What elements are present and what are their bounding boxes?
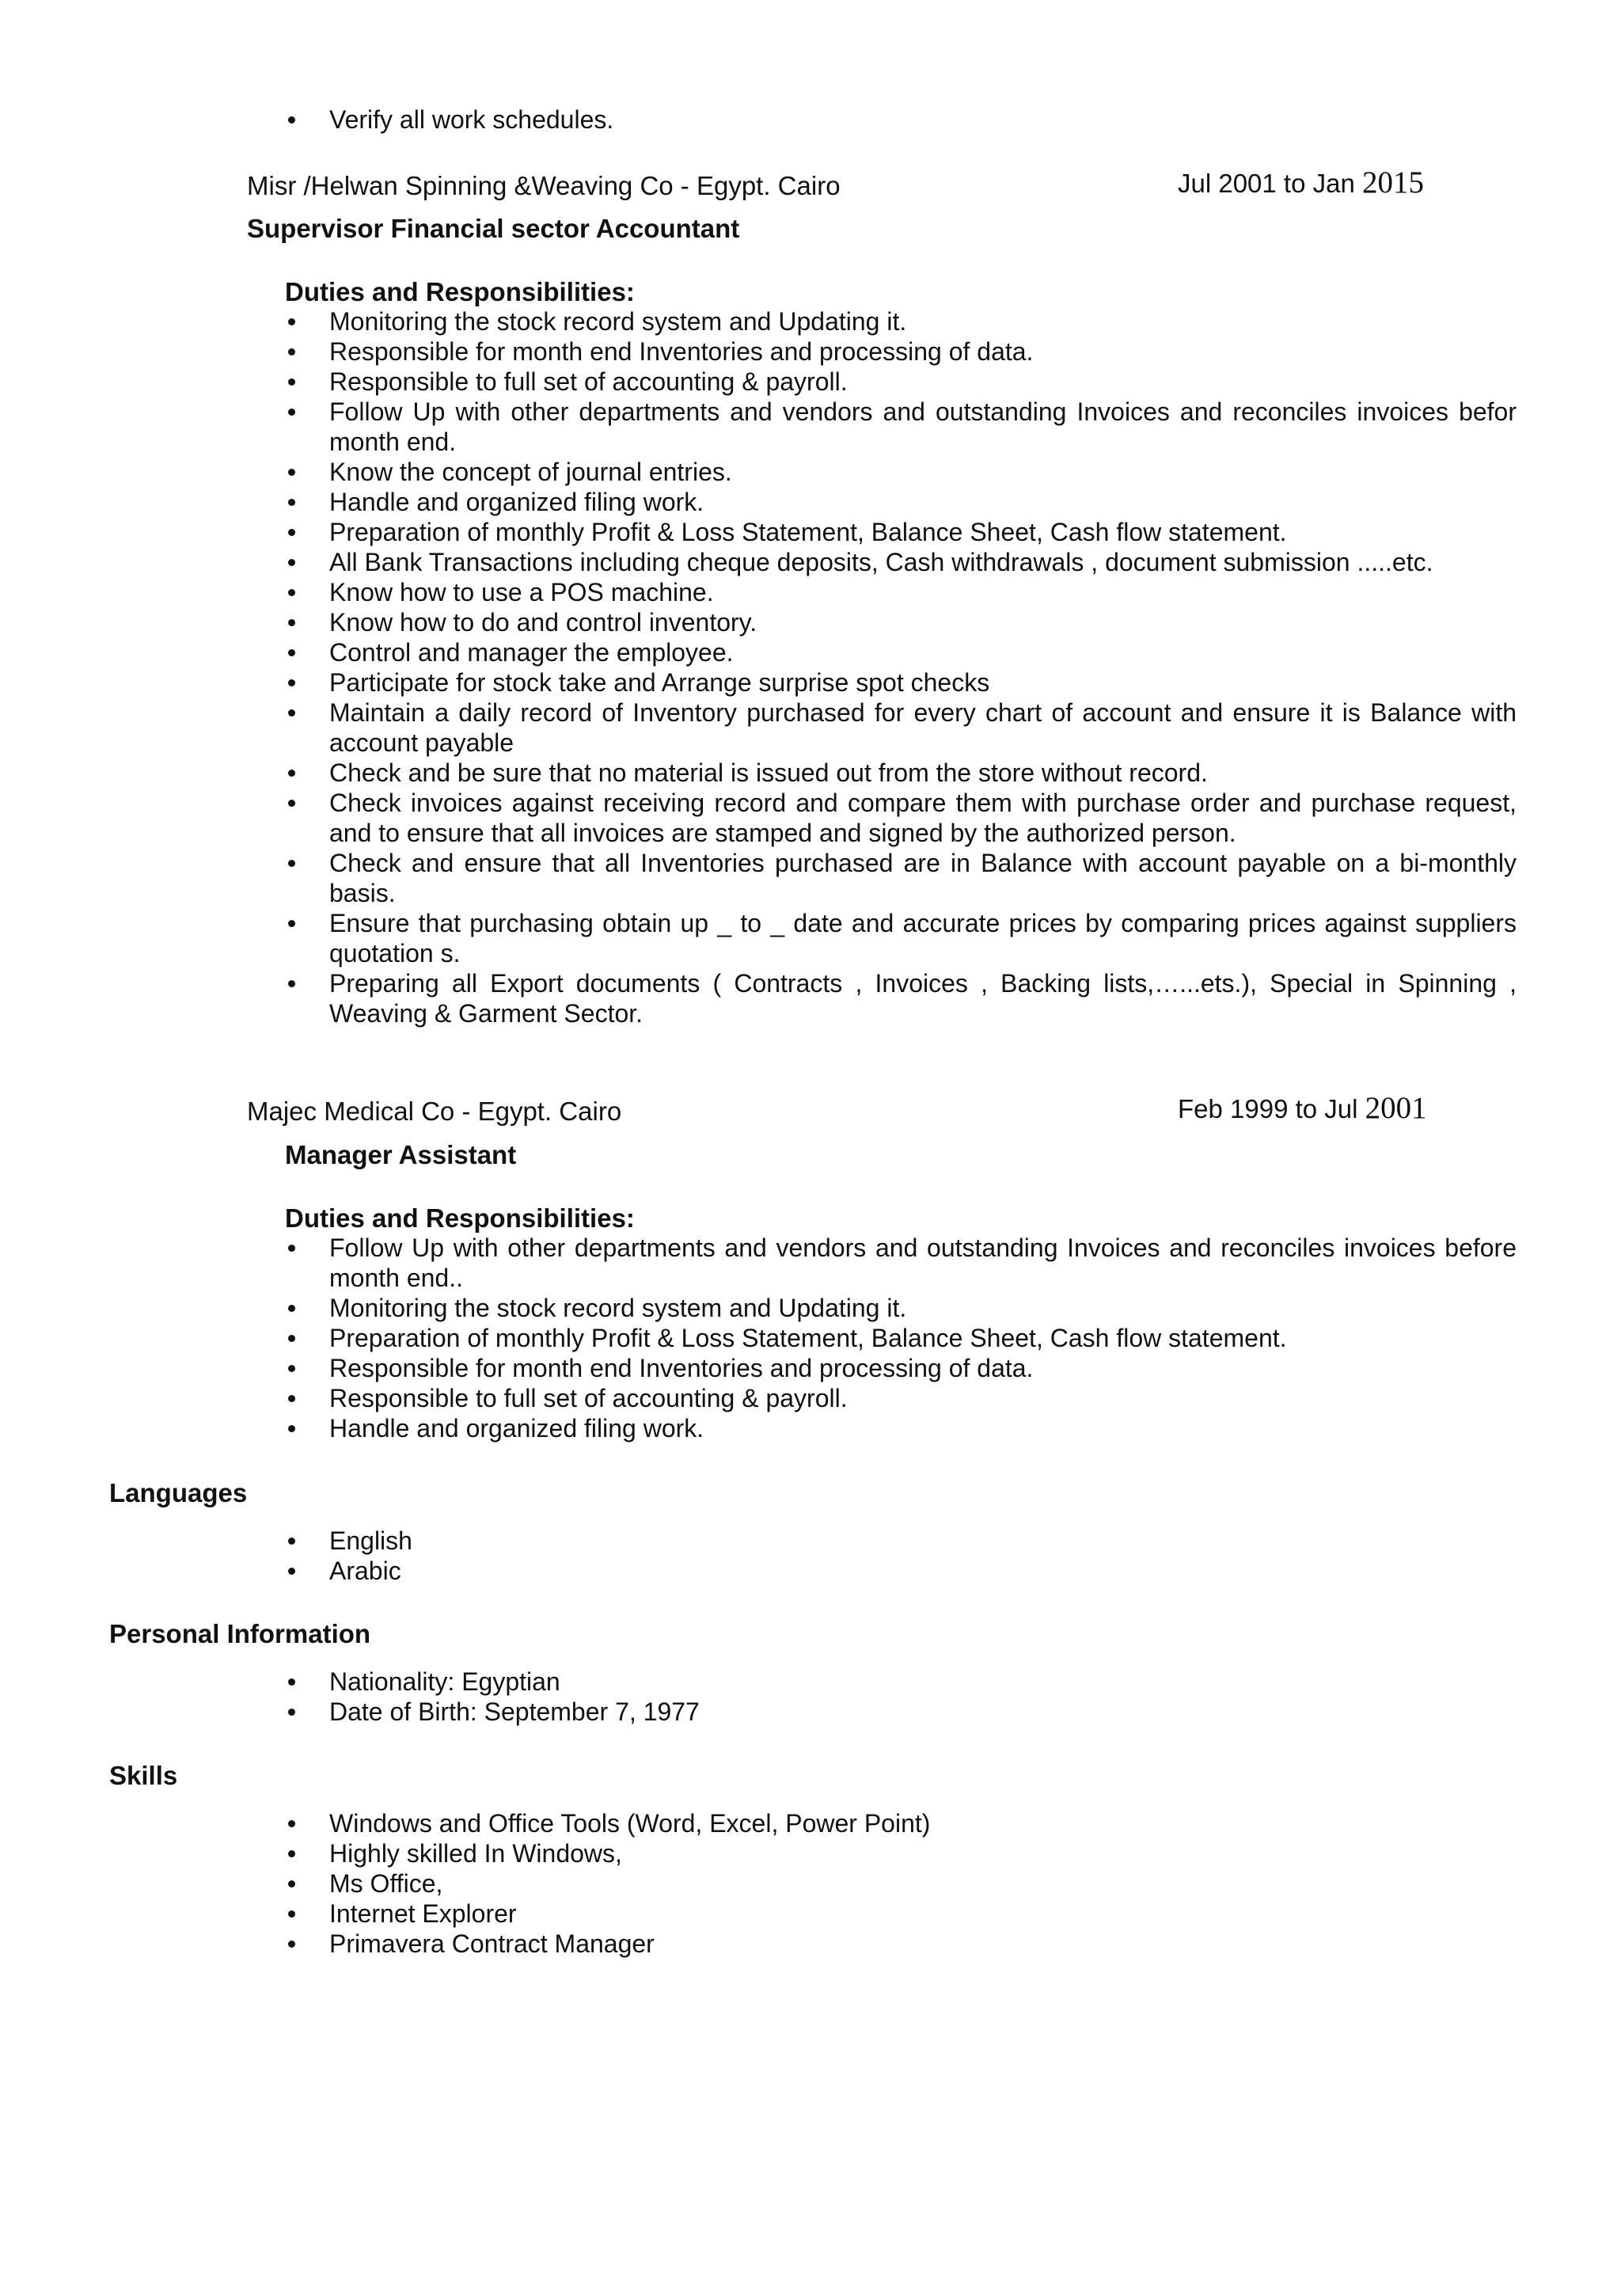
list-item xyxy=(329,547,1517,577)
bullet-icon xyxy=(288,559,295,566)
job2-dates xyxy=(1178,1093,1427,1124)
list-item-text: Preparation of monthly Profit & Loss Statement, Balance Sheet, Cash flow statement. xyxy=(329,1324,1287,1352)
list-item xyxy=(329,637,1517,667)
list-item xyxy=(329,698,1517,758)
list-item xyxy=(329,397,1517,457)
list-item xyxy=(329,1838,1517,1868)
list-item xyxy=(329,1929,1517,1959)
bullet-icon xyxy=(288,1941,295,1948)
bullet-icon xyxy=(288,469,295,476)
list-item xyxy=(329,1526,1517,1556)
bullet-icon xyxy=(288,619,295,626)
list-item-text: Responsible to full set of accounting & payroll. xyxy=(329,367,848,396)
bullet-icon xyxy=(288,1245,295,1252)
list-item xyxy=(329,1667,1517,1697)
list-item xyxy=(329,367,1517,397)
job1-dates xyxy=(1178,165,1424,200)
list-item-text: Responsible to full set of accounting & payroll. xyxy=(329,1384,848,1412)
bullet-icon xyxy=(288,589,295,596)
bullet-icon xyxy=(288,649,295,656)
list-item xyxy=(329,517,1517,547)
bullet-icon xyxy=(288,1880,295,1887)
list-item-text: Control and manager the employee. xyxy=(329,638,734,667)
bullet-icon xyxy=(288,1335,295,1342)
job1-dates-year: 2015 xyxy=(1362,165,1424,200)
list-item-text: Preparing all Export documents ( Contracts , Invoices , Backing lists,…...ets.), Special in Spinning , Weaving & Garment Sector. xyxy=(329,969,1517,1028)
list-item xyxy=(329,1383,1517,1413)
list-item xyxy=(329,457,1517,487)
job1-title: Supervisor Financial sector Accountant xyxy=(247,214,740,243)
list-item-text: Responsible for month end Inventories and processing of data. xyxy=(329,1354,1034,1382)
job1-dates-range: Jul 2001 to Jan xyxy=(1178,169,1362,198)
skills-list xyxy=(329,1808,1517,1959)
list-item: Verify all work schedules. xyxy=(329,105,1517,135)
job2-title: Manager Assistant xyxy=(285,1140,517,1169)
list-item-text: Follow Up with other departments and vendors and outstanding Invoices and reconciles invoices before month end.. xyxy=(329,1234,1517,1292)
bullet-icon xyxy=(288,1425,295,1432)
list-item-text: Maintain a daily record of Inventory purchased for every chart of account and ensure it is Balance with account payable xyxy=(329,698,1517,757)
list-item xyxy=(329,577,1517,607)
list-item-text: Responsible for month end Inventories and processing of data. xyxy=(329,337,1034,366)
bullet-icon xyxy=(288,116,295,124)
bullet-icon xyxy=(288,499,295,506)
bullet-icon xyxy=(288,920,295,927)
bullet-icon xyxy=(288,378,295,386)
bullet-icon xyxy=(288,770,295,777)
list-item xyxy=(329,1697,1517,1727)
bullet-icon xyxy=(288,529,295,536)
languages-heading: Languages xyxy=(109,1478,248,1507)
list-item xyxy=(329,1413,1517,1443)
list-item xyxy=(329,908,1517,968)
bullet-icon xyxy=(288,709,295,717)
job2-duties-list xyxy=(329,1233,1517,1443)
list-item xyxy=(329,1353,1517,1383)
personal-info-heading: Personal Information xyxy=(109,1619,371,1648)
list-item xyxy=(329,968,1517,1028)
list-item-text: Participate for stock take and Arrange surprise spot checks xyxy=(329,668,990,697)
bullet-icon xyxy=(288,1678,295,1686)
list-item-text: Know how to use a POS machine. xyxy=(329,578,714,606)
list-item xyxy=(329,487,1517,517)
bullet-icon xyxy=(288,679,295,686)
bullet-icon xyxy=(288,980,295,987)
list-item-text: Ensure that purchasing obtain up _ to _ date and accurate prices by comparing prices against suppliers quotation s. xyxy=(329,909,1517,967)
list-item-text: Arabic xyxy=(329,1557,401,1585)
list-item-text: Know the concept of journal entries. xyxy=(329,458,732,486)
job2-dates-range: Feb 1999 to Jul xyxy=(1178,1094,1365,1123)
list-item-text: Ms Office, xyxy=(329,1869,443,1898)
list-item-text: Date of Birth: September 7, 1977 xyxy=(329,1697,700,1726)
bullet-icon xyxy=(288,1568,295,1575)
list-item-text: Handle and organized filing work. xyxy=(329,1414,704,1443)
bullet-icon xyxy=(288,1395,295,1402)
bullet-icon xyxy=(288,860,295,867)
list-item xyxy=(329,1233,1517,1293)
list-item-text: Check and be sure that no material is issued out from the store without record. xyxy=(329,758,1208,787)
job1-company: Misr /Helwan Spinning &Weaving Co - Egypt. Cairo xyxy=(247,171,841,200)
list-item xyxy=(329,848,1517,908)
list-item-text: Check and ensure that all Inventories purchased are in Balance with account payable on a bi-monthly basis. xyxy=(329,849,1517,907)
list-item xyxy=(329,758,1517,788)
list-item xyxy=(329,306,1517,336)
list-item-text: Internet Explorer xyxy=(329,1899,517,1928)
list-item xyxy=(329,788,1517,848)
list-item-text: Monitoring the stock record system and Updating it. xyxy=(329,1294,907,1322)
list-item-text: Handle and organized filing work. xyxy=(329,488,704,516)
skills-heading: Skills xyxy=(109,1761,178,1790)
bullet-icon xyxy=(288,1709,295,1716)
top-list xyxy=(329,105,1517,135)
bullet-icon xyxy=(288,409,295,416)
bullet-icon xyxy=(288,348,295,355)
bullet-icon xyxy=(288,1538,295,1545)
bullet-icon xyxy=(288,1820,295,1827)
list-item-text: Highly skilled In Windows, xyxy=(329,1839,622,1868)
list-item-text: Primavera Contract Manager xyxy=(329,1929,655,1958)
languages-list xyxy=(329,1526,1517,1586)
bullet-icon xyxy=(288,1305,295,1312)
list-item-text: Monitoring the stock record system and Updating it. xyxy=(329,307,907,336)
bullet-icon xyxy=(288,1850,295,1857)
list-item xyxy=(329,336,1517,367)
bullet-icon xyxy=(288,318,295,325)
job2-duties-heading: Duties and Responsibilities: xyxy=(285,1203,635,1233)
list-item xyxy=(329,1868,1517,1899)
personal-info-list xyxy=(329,1667,1517,1727)
list-item xyxy=(329,1293,1517,1323)
list-item xyxy=(329,1556,1517,1586)
list-item-text: English xyxy=(329,1526,412,1555)
list-item-text: Windows and Office Tools (Word, Excel, Power Point) xyxy=(329,1809,931,1838)
list-item-text: Preparation of monthly Profit & Loss Statement, Balance Sheet, Cash flow statement. xyxy=(329,518,1287,546)
list-item xyxy=(329,1808,1517,1838)
job2-company: Majec Medical Co - Egypt. Cairo xyxy=(247,1097,622,1126)
list-item xyxy=(329,607,1517,637)
list-item-text: Know how to do and control inventory. xyxy=(329,608,757,637)
list-item xyxy=(329,1899,1517,1929)
list-item-text: Nationality: Egyptian xyxy=(329,1667,560,1696)
job1-duties-list xyxy=(329,306,1517,1028)
job1-duties-heading: Duties and Responsibilities: xyxy=(285,277,635,306)
list-item xyxy=(329,1323,1517,1353)
bullet-icon xyxy=(288,1910,295,1918)
bullet-icon xyxy=(288,1365,295,1372)
list-item-text: All Bank Transactions including cheque deposits, Cash withdrawals , document submission .....etc. xyxy=(329,548,1433,576)
job2-dates-year: 2001 xyxy=(1365,1091,1427,1125)
list-item-text: Check invoices against receiving record and compare them with purchase order and purchase request, and to ensure that all invoices are stamped and signed by the authorized person. xyxy=(329,789,1517,847)
list-item-text: Follow Up with other departments and vendors and outstanding Invoices and reconciles invoices befor month end. xyxy=(329,397,1517,456)
list-item xyxy=(329,667,1517,698)
bullet-icon xyxy=(288,800,295,807)
